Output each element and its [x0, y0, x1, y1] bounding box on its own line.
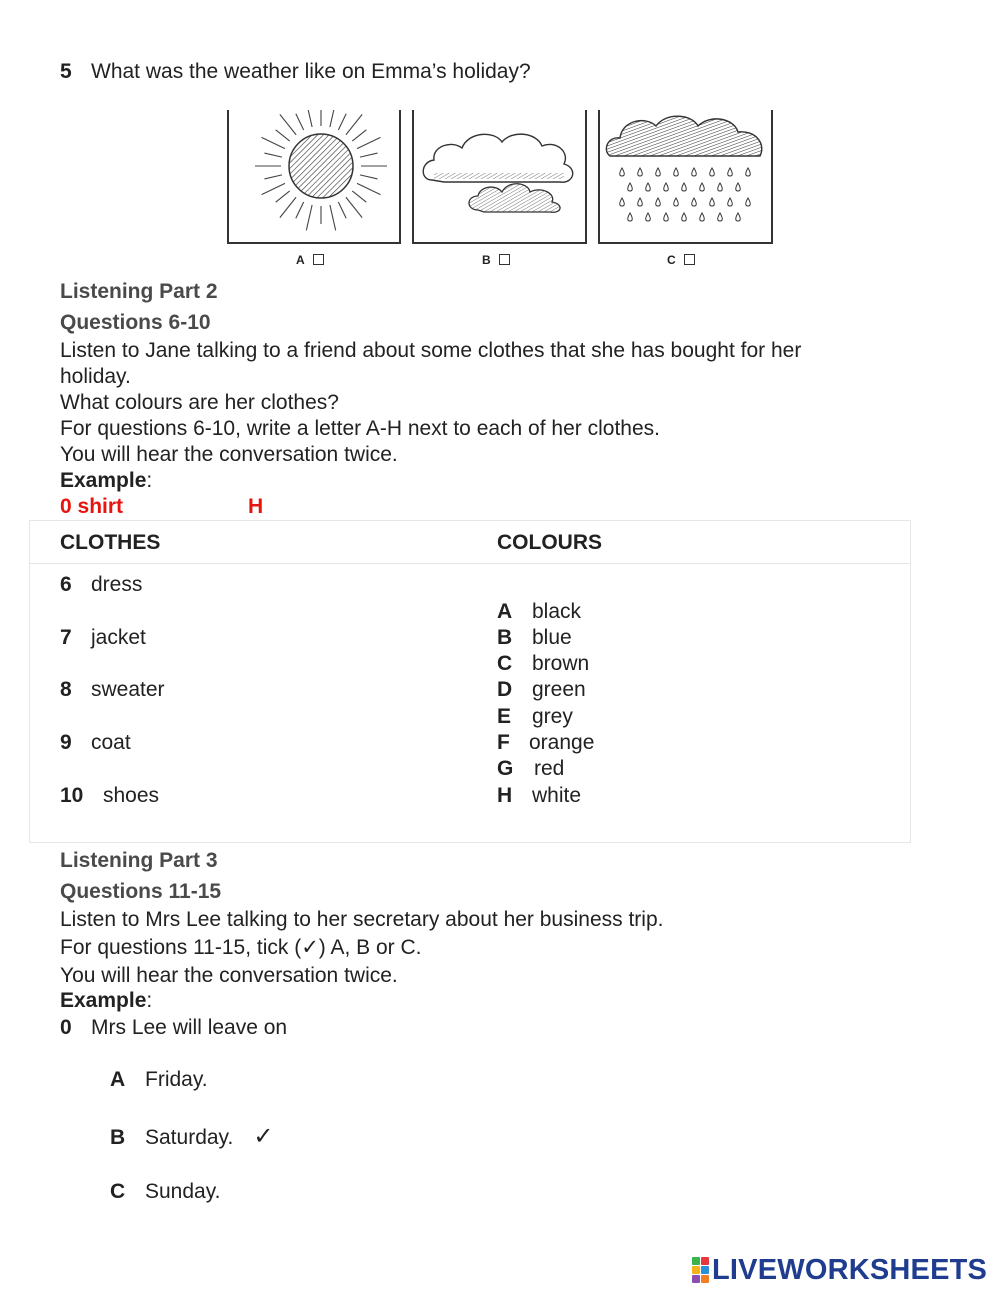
sun-ray [280, 197, 296, 217]
sun-ray [296, 202, 304, 218]
rain-drop [718, 213, 723, 221]
rain-drop [736, 183, 741, 191]
example-question: 0 Mrs Lee will leave on [60, 1016, 288, 1039]
sun-ray [262, 137, 285, 148]
sun-ray [338, 202, 346, 218]
part2-example-label: Example: [60, 469, 153, 492]
sun-ray [352, 191, 366, 202]
rain-drop [646, 213, 651, 221]
sun-ray [357, 183, 380, 194]
rain-drop [656, 168, 661, 176]
rain-drop [746, 168, 751, 176]
logo-block [701, 1275, 709, 1283]
part3-example-label: Example: [60, 989, 153, 1012]
choice-c[interactable]: C Sunday. [110, 1180, 221, 1203]
checkbox-icon[interactable] [499, 254, 510, 265]
rain-drop [728, 198, 733, 206]
question-number: 5 [60, 60, 72, 83]
rain-drop [692, 168, 697, 176]
rain-cloud-icon [600, 110, 771, 242]
option-c: C [667, 253, 695, 267]
sun-ray [280, 114, 296, 134]
colour-item: G red [497, 757, 565, 780]
rain-drop [620, 198, 625, 206]
question-5 [60, 59, 531, 85]
example-item: 0 shirt [60, 495, 124, 518]
rain-drop [638, 168, 643, 176]
colour-item: C brown [497, 652, 590, 675]
rain-drop [736, 213, 741, 221]
check-icon: ✓ [253, 1123, 274, 1150]
checkbox-icon[interactable] [313, 254, 324, 265]
rain-drop [710, 168, 715, 176]
rain-drop [682, 183, 687, 191]
liveworksheets-logo[interactable] [692, 1253, 987, 1287]
colour-item: A black [497, 600, 582, 623]
clothes-item: 10 shoes [60, 784, 160, 807]
part3-questions: Questions 11-15 [60, 880, 222, 903]
rain-drop [628, 183, 633, 191]
rain-drop [700, 213, 705, 221]
rain-drop [746, 198, 751, 206]
picture-b-cloud [412, 110, 587, 244]
option-a: A [296, 253, 324, 267]
rain-drop [674, 198, 679, 206]
logo-block [701, 1266, 709, 1274]
rain-drop [718, 183, 723, 191]
colour-item: H white [497, 784, 582, 807]
table-header [30, 521, 910, 564]
option-b: B [482, 253, 510, 267]
picture-c-rain [598, 110, 773, 244]
part3-instruction: You will hear the conversation twice. [60, 964, 398, 987]
sun-ray [330, 205, 336, 230]
part3-title: Listening Part 3 [60, 849, 218, 872]
sun-ray [264, 175, 282, 179]
choice-a[interactable]: A Friday. [110, 1068, 208, 1091]
part2-instruction: What colours are her clothes? [60, 391, 339, 414]
rain-drop [682, 213, 687, 221]
part2-instruction: Listen to Jane talking to a friend about some clothes that she has bought for her [60, 339, 802, 362]
example-answer: H [248, 495, 264, 518]
sun-ray [330, 110, 336, 127]
logo-block [692, 1257, 700, 1265]
colour-item: D green [497, 678, 586, 701]
rain-drop [700, 183, 705, 191]
sun-ray [357, 137, 380, 148]
sun-ray [306, 110, 312, 127]
sun-ray [306, 205, 312, 230]
sun-ray [346, 114, 362, 134]
sun-ray [262, 183, 285, 194]
rain-drop [664, 213, 669, 221]
rain-drop [728, 168, 733, 176]
logo-block [692, 1275, 700, 1283]
rain-drop [674, 168, 679, 176]
rain-drop [620, 168, 625, 176]
part2-instruction: holiday. [60, 365, 131, 388]
rain-drop [664, 183, 669, 191]
part2-questions: Questions 6-10 [60, 311, 211, 334]
colour-item: E grey [497, 705, 573, 728]
logo-mark-icon [692, 1257, 709, 1283]
sun-ray [264, 153, 282, 157]
rain-drop [692, 198, 697, 206]
sun-ray [276, 130, 290, 141]
colour-item: F orange [497, 731, 595, 754]
sun-ray [360, 153, 378, 157]
part2-instruction: For questions 6-10, write a letter A-H next to each of her clothes. [60, 417, 660, 440]
colours-header: COLOURS [497, 531, 602, 554]
picture-a-sun [227, 110, 401, 244]
rain-drop [646, 183, 651, 191]
part3-instruction: Listen to Mrs Lee talking to her secretary about her business trip. [60, 908, 664, 931]
part2-instruction: You will hear the conversation twice. [60, 443, 398, 466]
sun-ray [276, 191, 290, 202]
sun-ray [338, 114, 346, 130]
clothes-item: 8 sweater [60, 678, 165, 701]
sun-icon [229, 110, 399, 242]
part2-title: Listening Part 2 [60, 280, 218, 303]
rain-drop [638, 198, 643, 206]
colour-item: B blue [497, 626, 572, 649]
sun-ray [296, 114, 304, 130]
rain-drop [628, 213, 633, 221]
rain-drop [656, 198, 661, 206]
logo-block [701, 1257, 709, 1265]
logo-text: LIVEWORKSHEETS [712, 1253, 988, 1286]
rain-drop [710, 198, 715, 206]
clothes-header: CLOTHES [60, 531, 161, 554]
sun-ray [360, 175, 378, 179]
logo-block [692, 1266, 700, 1274]
clothes-item: 7 jacket [60, 626, 146, 649]
cloud-icon [414, 110, 585, 242]
sun-ray [352, 130, 366, 141]
checkbox-icon[interactable] [684, 254, 695, 265]
question-text: What was the weather like on Emma’s holiday? [91, 60, 531, 83]
clothes-item: 6 dress [60, 573, 143, 596]
clothes-item: 9 coat [60, 731, 131, 754]
part3-instruction: For questions 11-15, tick (✓) A, B or C. [60, 936, 422, 959]
choice-b[interactable]: B Saturday. ✓ [110, 1123, 274, 1150]
sun-ray [346, 197, 362, 217]
